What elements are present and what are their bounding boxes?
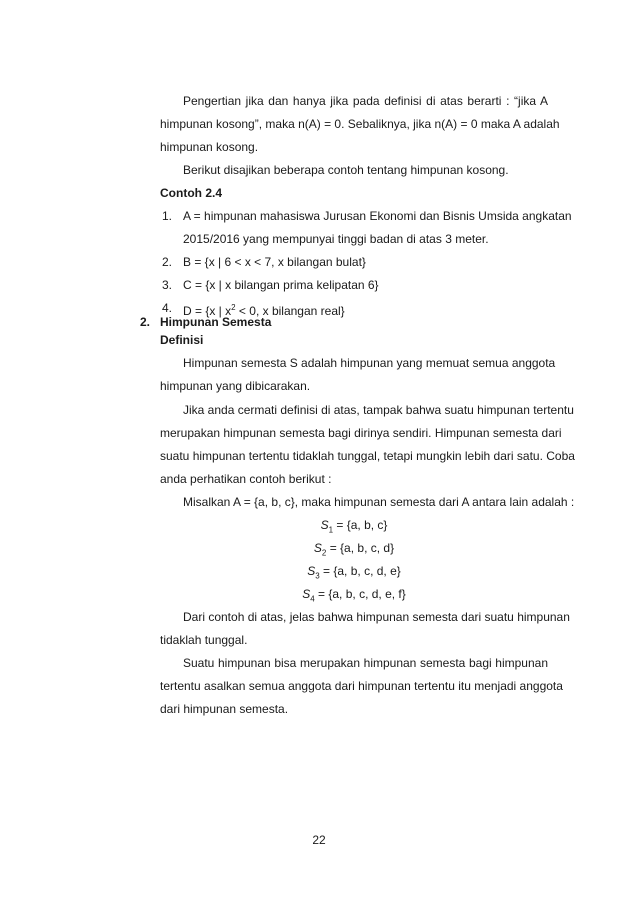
list-item: C = {x | x bilangan prima kelipatan 6} xyxy=(183,278,379,292)
paragraph-line: himpunan kosong. xyxy=(160,140,259,154)
definition-line: Himpunan semesta S adalah himpunan yang memuat semua anggota xyxy=(183,356,556,370)
paragraph-line: tidaklah tunggal. xyxy=(160,633,248,647)
set-symbol: S xyxy=(320,518,329,532)
universal-set xyxy=(160,517,548,538)
paragraph-line: Dari contoh di atas, jelas bahwa himpunan semesta dari suatu himpunan xyxy=(183,610,570,624)
universal-set xyxy=(160,586,548,607)
set-symbol: S xyxy=(302,587,311,601)
paragraph-line: suatu himpunan tertentu tidaklah tunggal, tetapi mungkin lebih dari satu. Coba xyxy=(160,449,575,463)
example-heading: Contoh 2.4 xyxy=(160,186,222,200)
paragraph-line: Pengertian jika dan hanya jika pada definisi di atas berarti : “jika A xyxy=(183,94,548,108)
list-number: 4. xyxy=(162,301,173,315)
list-number: 3. xyxy=(162,278,173,292)
set-members: = {a, b, c, d, e} xyxy=(319,564,401,578)
paragraph-line: Suatu himpunan bisa merupakan himpunan semesta bagi himpunan xyxy=(183,656,548,670)
subscript: 2 xyxy=(321,548,327,558)
definition-line: himpunan yang dibicarakan. xyxy=(160,379,311,393)
set-symbol: S xyxy=(307,564,316,578)
list-number: 1. xyxy=(162,209,173,223)
paragraph-line: dari himpunan semesta. xyxy=(160,702,289,716)
set-symbol: S xyxy=(313,541,322,555)
superscript: 2 xyxy=(231,303,236,312)
universal-set xyxy=(160,563,548,584)
page-number: 22 xyxy=(312,833,326,847)
subscript: 3 xyxy=(315,571,320,581)
paragraph-line: Jika anda cermati definisi di atas, tampak bahwa suatu himpunan tertentu xyxy=(183,403,574,417)
paragraph-line: anda perhatikan contoh berikut : xyxy=(160,472,332,486)
list-item: 2015/2016 yang mempunyai tinggi badan di atas 3 meter. xyxy=(183,232,489,246)
list-number: 2. xyxy=(162,255,173,269)
paragraph-line: merupakan himpunan semesta bagi dirinya sendiri. Himpunan semesta dari xyxy=(160,426,562,440)
section-number: 2. xyxy=(140,315,151,329)
subscript: 1 xyxy=(328,525,334,535)
set-members: = {a, b, c, d} xyxy=(326,541,395,555)
list-item: A = himpunan mahasiswa Jurusan Ekonomi dan Bisnis Umsida angkatan xyxy=(183,209,572,223)
set-members: = {a, b, c, d, e, f} xyxy=(314,587,406,601)
definition-heading: Definisi xyxy=(160,333,204,347)
list-item-text: D = {x | x xyxy=(183,304,232,318)
paragraph-line: himpunan kosong”, maka n(A) = 0. Sebaliknya, jika n(A) = 0 maka A adalah xyxy=(160,117,560,131)
example-intro: Misalkan A = {a, b, c}, maka himpunan semesta dari A antara lain adalah : xyxy=(183,495,575,509)
paragraph-line: tertentu asalkan semua anggota dari himpunan tertentu itu menjadi anggota xyxy=(160,679,563,693)
set-members: = {a, b, c} xyxy=(333,518,388,532)
universal-set xyxy=(160,540,548,561)
list-item-text: < 0, x bilangan real} xyxy=(235,304,345,318)
subscript: 4 xyxy=(310,594,315,604)
list-item: B = {x | 6 < x < 7, x bilangan bulat} xyxy=(183,255,366,269)
paragraph-text: Berikut disajikan beberapa contoh tentang himpunan kosong. xyxy=(183,163,509,177)
section-title: Himpunan Semesta xyxy=(160,315,272,329)
